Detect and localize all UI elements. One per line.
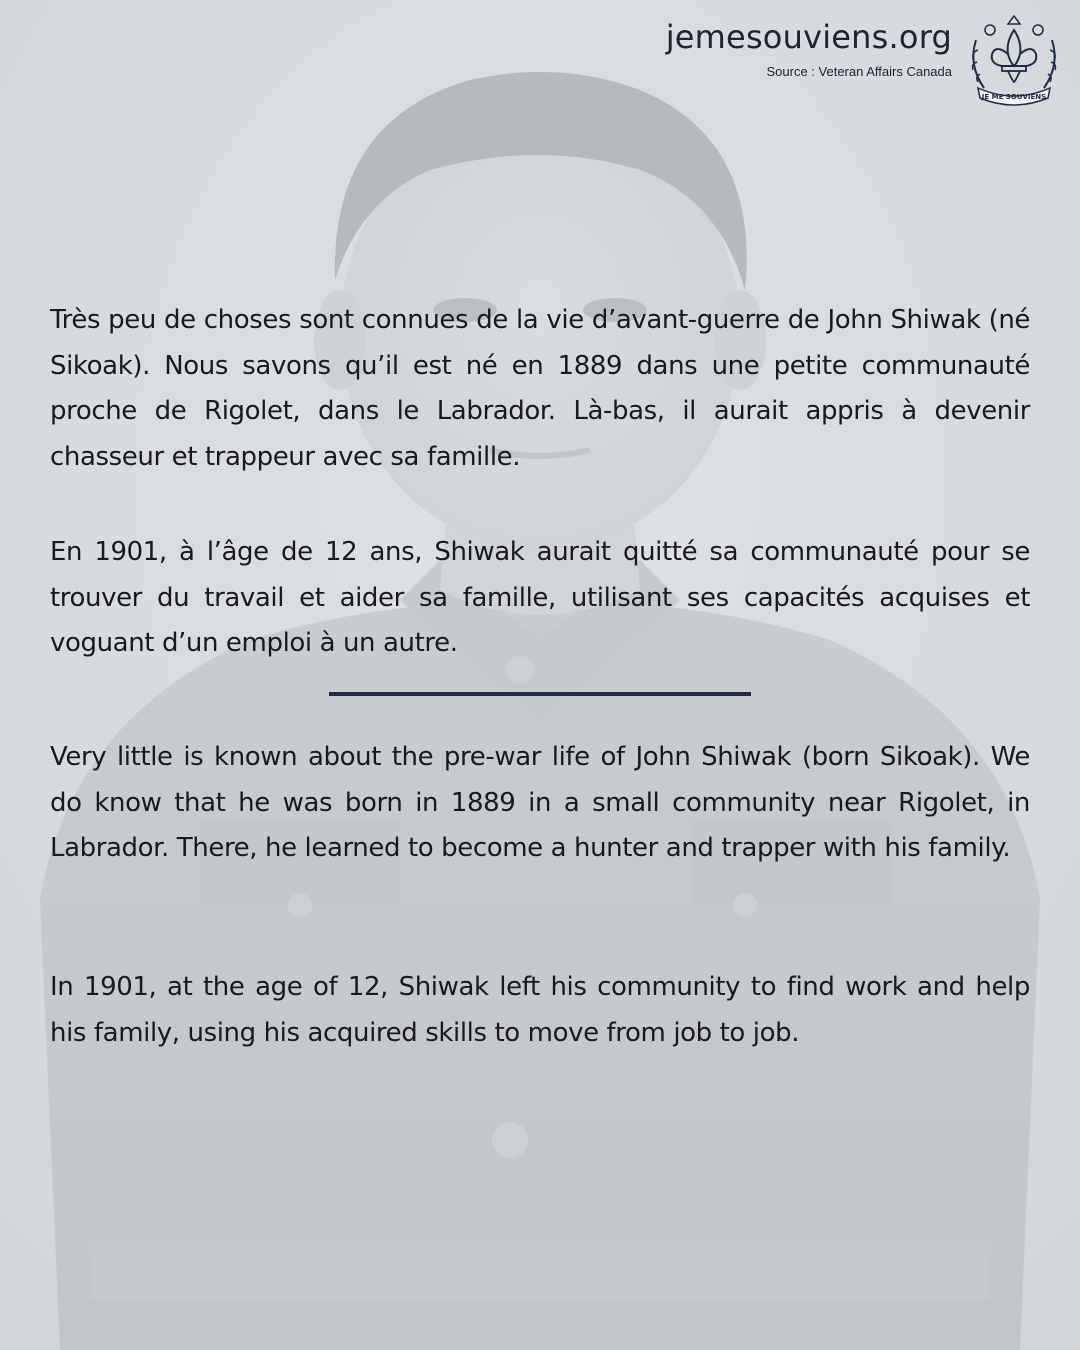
paragraph-fr-1: Très peu de choses sont connues de la vie d’avant-guerre de John Shiwak (né Sikoak). Nous savons qu’il est né en 1889 dans une petite communauté proche de Rigolet, dans le Labrador. Là-bas, il aurait appris à devenir chasseur et trappeur avec sa famille.: [50, 305, 1030, 472]
emblem-motto: JE ME SOUVIENS: [981, 93, 1047, 101]
paragraph-en-2: In 1901, at the age of 12, Shiwak left his community to find work and help his family, using his acquired skills to move from job to job.: [50, 972, 1030, 1048]
paragraph-fr-2: En 1901, à l’âge de 12 ans, Shiwak aurait quitté sa communauté pour se trouver du travail et aider sa famille, utilisant ses capacités acquises et voguant d’un emploi à un autre.: [50, 537, 1030, 658]
section-divider: [329, 692, 751, 696]
site-name[interactable]: jemesouviens.org: [665, 18, 952, 56]
site-header: [666, 14, 952, 79]
paragraph-en-1: Very little is known about the pre-war life of John Shiwak (born Sikoak). We do know that he was born in 1889 in a small community near Rigolet, in Labrador. There, he learned to become a hunter and trapper with his family.: [50, 742, 1030, 863]
fleur-de-lis-crest-icon: [962, 10, 1066, 114]
source-credit: Source : Veteran Affairs Canada: [766, 64, 952, 79]
